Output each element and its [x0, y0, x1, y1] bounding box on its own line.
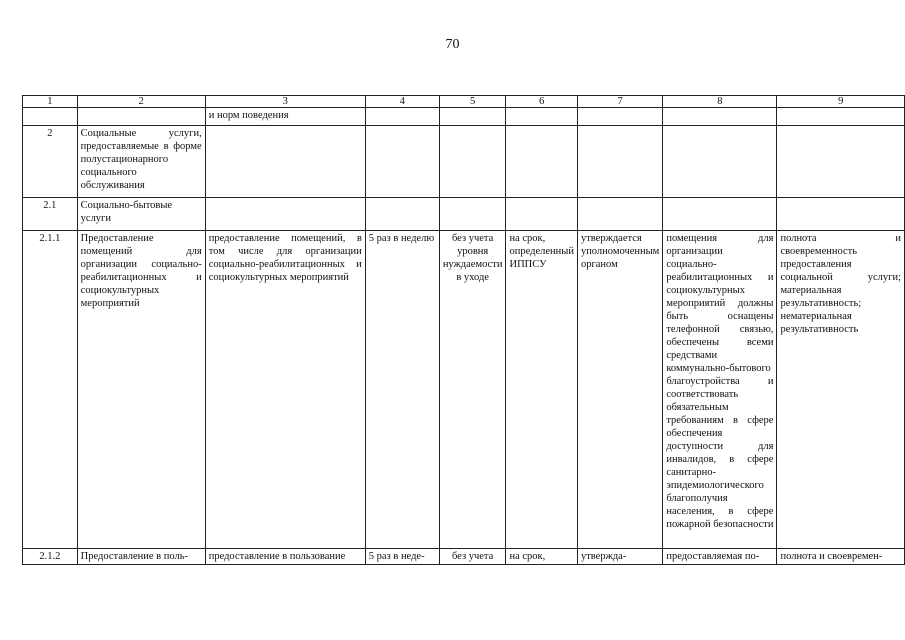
header-cell: 2	[77, 96, 205, 108]
row-number: 2.1	[23, 198, 78, 231]
header-cell: 6	[506, 96, 577, 108]
header-row	[23, 96, 905, 108]
table-row	[23, 231, 905, 549]
header-cell: 7	[577, 96, 662, 108]
need-level	[439, 198, 506, 231]
service-content: и норм поведения	[205, 108, 365, 126]
conditions: помещения для организации социально-реабилитационных и социокультурных мероприятий должны быть оснащены телефонной связью, обеспечены всеми средствами коммунально-бытового благоустройства и соответствовать обязательным требованиям в сфере обеспечения доступности для инвалидов, в сфере санитарно-эпидемиологического благополучия населения, в сфере пожарной безопасности	[663, 231, 777, 549]
need-level	[439, 108, 506, 126]
service-content	[205, 198, 365, 231]
conditions	[663, 108, 777, 126]
quality-indicators	[777, 126, 905, 198]
need-level	[439, 126, 506, 198]
header-cell: 5	[439, 96, 506, 108]
header-cell: 9	[777, 96, 905, 108]
row-number	[23, 108, 78, 126]
header-cell: 3	[205, 96, 365, 108]
services-table	[22, 95, 905, 565]
table-row	[23, 126, 905, 198]
quality-indicators	[777, 108, 905, 126]
conditions: предоставляемая по-	[663, 549, 777, 565]
term: на срок,	[506, 549, 577, 565]
tariff	[577, 198, 662, 231]
tariff: утвержда-	[577, 549, 662, 565]
header-cell: 4	[365, 96, 439, 108]
quality-indicators: полнота и своевремен-	[777, 549, 905, 565]
header-cell: 8	[663, 96, 777, 108]
frequency	[365, 126, 439, 198]
term	[506, 108, 577, 126]
tariff	[577, 108, 662, 126]
page-number: 70	[445, 37, 460, 52]
frequency	[365, 108, 439, 126]
service-name	[77, 108, 205, 126]
service-name: Социальные услуги, предоставляемые в форме полустационарного социального обслуживания	[77, 126, 205, 198]
need-level: без учета	[439, 549, 506, 565]
table-row	[23, 198, 905, 231]
service-name: Предоставление помещений для организации социально-реабилитационных и социокультурных мероприятий	[77, 231, 205, 549]
service-content	[205, 126, 365, 198]
conditions	[663, 126, 777, 198]
term	[506, 126, 577, 198]
row-number: 2.1.2	[23, 549, 78, 565]
table-row	[23, 549, 905, 565]
frequency: 5 раз в неделю	[365, 231, 439, 549]
conditions	[663, 198, 777, 231]
need-level: без учета уровня нуждаемости в уходе	[439, 231, 506, 549]
row-number: 2.1.1	[23, 231, 78, 549]
service-name: Социально-бытовые услуги	[77, 198, 205, 231]
frequency: 5 раз в неде-	[365, 549, 439, 565]
service-content: предоставление помещений, в том числе для организации социально-реабилитационных и социокультурных мероприятий	[205, 231, 365, 549]
tariff: утверждается уполномоченным органом	[577, 231, 662, 549]
quality-indicators: полнота и своевременность предоставления социальной услуги; материальная результативность; нематериальная результативность	[777, 231, 905, 549]
table-row	[23, 108, 905, 126]
tariff	[577, 126, 662, 198]
term: на срок, определенный ИППСУ	[506, 231, 577, 549]
frequency	[365, 198, 439, 231]
service-content: предоставление в пользование	[205, 549, 365, 565]
row-number: 2	[23, 126, 78, 198]
term	[506, 198, 577, 231]
service-name: Предоставление в поль-	[77, 549, 205, 565]
quality-indicators	[777, 198, 905, 231]
header-cell: 1	[23, 96, 78, 108]
